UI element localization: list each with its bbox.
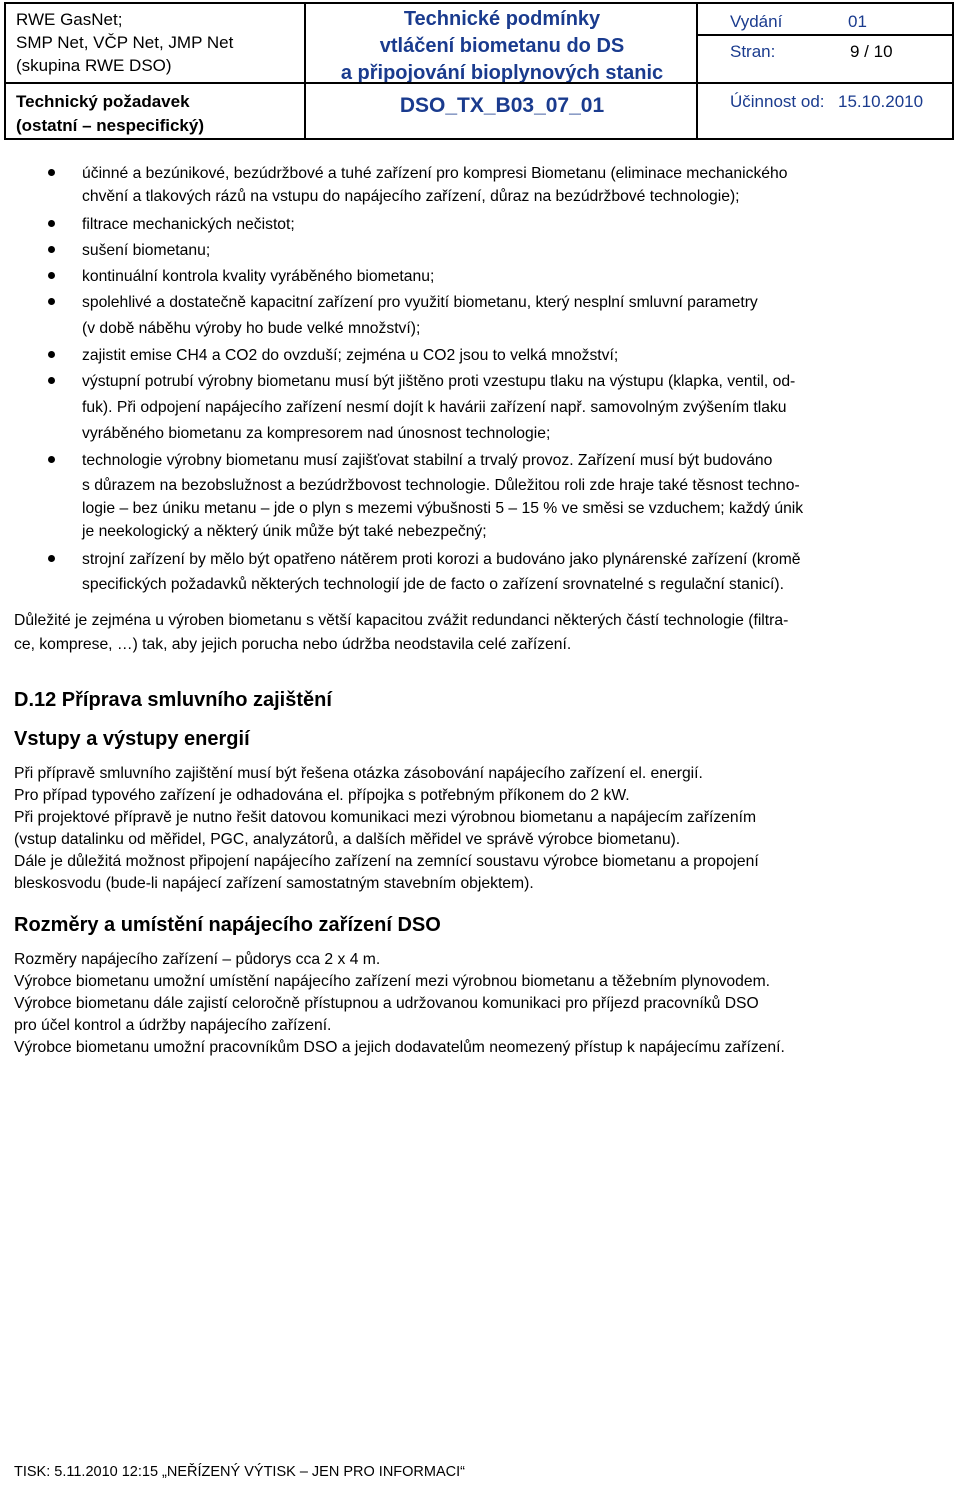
bullet-marker bbox=[48, 272, 55, 279]
document-header bbox=[4, 2, 954, 140]
list-item-line: kontinuální kontrola kvality vyráběného biometanu; bbox=[82, 268, 435, 285]
requirement-line-1: Technický požadavek bbox=[16, 92, 190, 111]
list-item-line: vyráběného biometanu za kompresorem nad únosnost technologie; bbox=[82, 425, 551, 442]
header-organization-cell bbox=[6, 4, 306, 138]
list-item-line: účinné a bezúnikové, bezúdržbové a tuhé zařízení pro kompresi Biometanu (eliminace mechanického bbox=[82, 165, 788, 182]
page-value: 9 / 10 bbox=[850, 42, 893, 61]
list-item-line: chvění a tlakových rázů na vstupu do napájecího zařízení, důraz na bezúdržbové technologie); bbox=[82, 188, 740, 205]
paragraph-line: bleskosvodu (bude-li napájecí zařízení samostatným stavebním objektem). bbox=[14, 875, 534, 892]
paragraph-line: (vstup datalinku od měřidel, PGC, analyzátorů, a dalších měřidel ve správě výrobce biometanu). bbox=[14, 831, 681, 848]
paragraph-line: Dále je důležitá možnost připojení napájecího zařízení na zemnící soustavu výrobce biometanu a propojení bbox=[14, 853, 759, 870]
header-meta-divider bbox=[698, 34, 952, 36]
list-item-line: logie – bez úniku metanu – jde o plyn s mezemi výbušnosti 5 – 15 % ve směsi se vzduchem; každý únik bbox=[82, 500, 804, 517]
edition-label: Vydání bbox=[730, 12, 783, 31]
paragraph-line: Výrobce biometanu dále zajistí celoročně přístupnou a udržovanou komunikaci pro příjezd pracovníků DSO bbox=[14, 995, 759, 1012]
bullet-marker bbox=[48, 351, 55, 358]
paragraph-line: pro účel kontrol a údržby napájecího zařízení. bbox=[14, 1017, 332, 1034]
subheading-dimensions: Rozměry a umístění napájecího zařízení DSO bbox=[14, 914, 441, 936]
list-item-line: sušení biometanu; bbox=[82, 242, 211, 259]
title-line-2: vtláčení biometanu do DS bbox=[379, 35, 625, 57]
list-item-line: s důrazem na bezobslužnost a bezúdržbovost technologie. Důležitou roli zde hraje také těsnost techno- bbox=[82, 477, 800, 494]
paragraph-line: Při projektové přípravě je nutno řešit datovou komunikaci mezi výrobnou biometanu a napájecím zařízením bbox=[14, 809, 757, 826]
bullet-marker bbox=[48, 555, 55, 562]
edition-value: 01 bbox=[848, 12, 867, 31]
paragraph-line: ce, komprese, …) tak, aby jejich porucha nebo údržba neodstavila celé zařízení. bbox=[14, 636, 572, 653]
list-item-line: fuk). Při odpojení napájecího zařízení nesmí dojít k havárii zařízení např. samovolným zvýšením tlaku bbox=[82, 399, 787, 416]
bullet-marker bbox=[48, 220, 55, 227]
list-item-line: technologie výrobny biometanu musí zajišťovat stabilní a trvalý provoz. Zařízení musí být budováno bbox=[82, 452, 773, 469]
print-footer: TISK: 5.11.2010 12:15 „NEŘÍZENÝ VÝTISK – JEN PRO INFORMACI“ bbox=[14, 1464, 465, 1480]
section-heading: D.12 Příprava smluvního zajištění bbox=[14, 689, 332, 711]
header-divider bbox=[6, 82, 952, 84]
list-item-line: specifických požadavků některých technologií jde de facto o zařízení srovnatelné s regulační stanicí). bbox=[82, 576, 784, 593]
page-label: Stran: bbox=[730, 42, 776, 61]
org-line-1: RWE GasNet; bbox=[16, 10, 123, 29]
list-item-line: zajistit emise CH4 a CO2 do ovzduší; zejména u CO2 jsou to velká množství; bbox=[82, 347, 619, 364]
paragraph-line: Při přípravě smluvního zajištění musí být řešena otázka zásobování napájecího zařízení el. energií. bbox=[14, 765, 703, 782]
bullet-marker bbox=[48, 377, 55, 384]
list-item-line: (v době náběhu výroby ho bude velké množství); bbox=[82, 320, 421, 337]
paragraph-line: Rozměry napájecího zařízení – půdorys cca 2 x 4 m. bbox=[14, 951, 381, 968]
list-item-line: strojní zařízení by mělo být opatřeno nátěrem proti korozi a budováno jako plynárenské zařízení (kromě bbox=[82, 551, 801, 568]
effective-value: 15.10.2010 bbox=[838, 92, 924, 111]
paragraph-line: Výrobce biometanu umožní umístění napájecího zařízení mezi výrobnou biometanu a těžebním plynovodem. bbox=[14, 973, 771, 990]
header-title-cell bbox=[306, 4, 698, 138]
bullet-marker bbox=[48, 456, 55, 463]
paragraph-line: Pro případ typového zařízení je odhadována el. přípojka s potřebným příkonem do 2 kW. bbox=[14, 787, 630, 804]
paragraph-line: Důležité je zejména u výroben biometanu s větší kapacitou zvážit redundanci některých částí technologie (filtra- bbox=[14, 612, 789, 629]
title-line-1: Technické podmínky bbox=[403, 8, 601, 30]
paragraph-line: Výrobce biometanu umožní pracovníkům DSO a jejich dodavatelům neomezený přístup k napájecímu zařízení. bbox=[14, 1039, 785, 1056]
list-item-line: spolehlivé a dostatečně kapacitní zařízení pro využití biometanu, který nesplní smluvní parametry bbox=[82, 294, 758, 311]
bullet-marker bbox=[48, 246, 55, 253]
header-meta-cell bbox=[698, 4, 952, 138]
document-code: DSO_TX_B03_07_01 bbox=[399, 94, 605, 117]
requirement-line-2: (ostatní – nespecifický) bbox=[16, 116, 205, 135]
list-item-line: filtrace mechanických nečistot; bbox=[82, 216, 295, 233]
title-line-3: a připojování bioplynových stanic bbox=[340, 62, 664, 84]
bullet-marker bbox=[48, 298, 55, 305]
list-item-line: je neekologický a některý únik může být také nebezpečný; bbox=[82, 523, 487, 540]
org-line-2: SMP Net, VČP Net, JMP Net bbox=[16, 33, 234, 52]
org-line-3: (skupina RWE DSO) bbox=[16, 56, 172, 75]
subheading-energy: Vstupy a výstupy energií bbox=[14, 728, 250, 750]
list-item-line: výstupní potrubí výrobny biometanu musí být jištěno proti vzestupu tlaku na výstupu (klapka, ventil, od- bbox=[82, 373, 796, 390]
effective-label: Účinnost od: bbox=[730, 92, 825, 111]
bullet-marker bbox=[48, 169, 55, 176]
